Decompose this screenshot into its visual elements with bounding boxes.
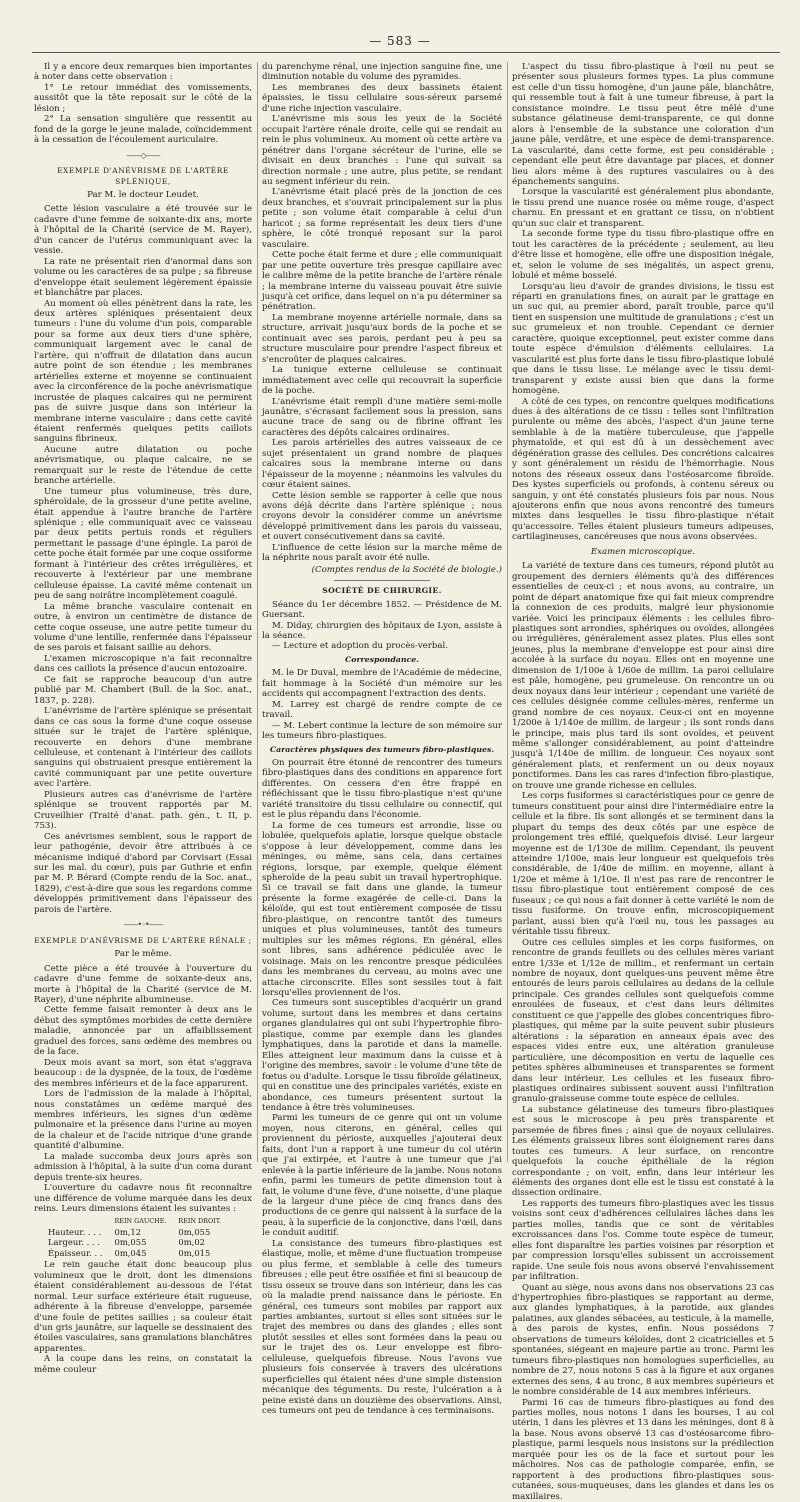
table-cell: Épaisseur. . . bbox=[48, 1247, 103, 1258]
paragraph: L'influence de cette lésion sur la marche même de la néphrite nous paraît avoir été nulle. bbox=[262, 542, 502, 564]
paragraph: Le rein gauche était donc beaucoup plus volumineux que le droit, dont les dimensions étaient considérablement au-dessous de l'état normal. Leur surface extérieure était rugueuse, adhérente à la fibreuse d'enveloppe, parsemée d'une foule de petites saillies ; sa couleur était d'un gris jaunâtre, sur laquelle se dessinaient des étoiles vasculaires, sans granulations blanchâtres apparentes. bbox=[34, 1260, 252, 1354]
byline: Par le même. bbox=[114, 949, 172, 960]
column-right bbox=[512, 62, 774, 1502]
paragraph: L'anévrisme mis sous les yeux de la Société occupait l'artère rénale droite, celle qui se rendait au rein le plus volumineux. Au moment où cette artère va pénétrer dans l'organe sécréteur de l'urine, elle se divisait en deux branches : l'une qui suivait sa direction normale ; une autre, plus petite, se rendant au segment inférieur du rein. bbox=[262, 114, 502, 187]
paragraph: — Lecture et adoption du procès-verbal. bbox=[272, 641, 448, 652]
paragraph: Cette lésion vasculaire a été trouvée sur le cadavre d'une femme de soixante-dix ans, morte à l'hôpital de la Charité (service de M. Rayer), d'un cancer de l'utérus communiquant avec la vessie. bbox=[34, 204, 252, 257]
kidney-dimensions-table bbox=[48, 1216, 233, 1258]
paragraph: L'anévrisme était placé près de la jonction de ces deux branches, et s'ouvrait principalement sur la plus petite ; son volume était comparable à celui d'un haricot ; sa forme représentait les deux tiers d'une sphère, le côté tronqué reposant sur la paroi vasculaire. bbox=[262, 187, 502, 250]
paragraph: Cette femme faisait remonter à deux ans le début des symptômes morbides de cette dernière maladie, annoncée par un affaiblissement graduel des forces, sans œdème des membres ou de la face. bbox=[34, 1005, 252, 1058]
paragraph: 2° La sensation singulière que ressentit au fond de la gorge le jeune malade, coïncidemment à la cessation de l'écoulement auriculaire. bbox=[34, 114, 252, 146]
paragraph: La rate ne présentait rien d'anormal dans son volume ou les caractères de sa pulpe ; sa fibreuse d'enveloppe était seulement légèrement épaissie et blanchâtre par places. bbox=[34, 256, 252, 299]
table-header bbox=[48, 1216, 115, 1226]
paragraph: Aucune autre dilatation ou poche anévrismatique, ou plaque calcaire, ne se remarquait sur le reste de l'étendue de cette branche artérielle. bbox=[34, 444, 252, 487]
paragraph: L'anévrisme de l'artère splénique se présentait dans ce cas sous la forme d'une coque osseuse située sur le trajet de l'artère splénique, recouverte en dehors d'une membrane celluleuse, et contenant à l'intérieur des caillots sanguins qui obstruaient presque entièrement la cavité communiquant par une petite ouverture avec l'artère. bbox=[34, 706, 252, 790]
paragraph: M. Diday, chirurgien des hôpitaux de Lyon, assiste à la séance. bbox=[262, 620, 502, 642]
header-rule bbox=[32, 52, 780, 53]
page-number: — 583 — bbox=[369, 34, 431, 48]
subsection-title: Correspondance. bbox=[345, 654, 419, 664]
paragraph: Au moment où elles pénètrent dans la rate, les deux artères spléniques présentaient deux tumeurs : l'une du volume d'un pois, comparable pour sa forme aux deux tiers d'une sphère, communiquait largement avec le canal de l'artère, qui n'offrait de dilatation dans aucun autre point de son étendue ; les membranes artérielles externe et moyenne se continuaient avec la circonférence de la poche anévrismatique incrustée de plaques calcaires qui ne permirent pas de suivre jusque dans son intérieur la membrane interne vasculaire ; dans cette cavité étaient renfermés quelques petits caillots sanguins fibrineux. bbox=[34, 298, 252, 445]
table-cell: 0m,02 bbox=[178, 1237, 205, 1248]
paragraph: Les parois artérielles des autres vaisseaux de ce sujet présentaient un grand nombre de plaques calcaires sous la membrane interne ou dans l'épaisseur de la moyenne ; néanmoins les valvules du cœur étaient saines. bbox=[262, 438, 502, 491]
paragraph: Lors de l'admission de la malade à l'hôpital, nous constatâmes un œdème marqué des membres inférieurs, les signes d'un œdème pulmonaire et la présence dans l'urine au moyen de la chaleur et de l'acide nitrique d'une grande quantité d'albumine. bbox=[34, 1089, 252, 1152]
table-header: REIN GAUCHE. bbox=[114, 1217, 167, 1226]
table-header-row bbox=[48, 1216, 233, 1226]
paragraph: Cette pièce a été trouvée à l'ouverture du cadavre d'une femme de soixante-deux ans, morte à l'hôpital de la Charité (service de M. Rayer), d'une néphrite albumineuse. bbox=[34, 963, 252, 1005]
seance-line: Séance du 1er décembre 1852. — Présidence de M. Guersant. bbox=[262, 599, 502, 621]
paragraph: A côté de ces types, on rencontre quelques modifications dues à des altérations de ce tissu : telles sont l'infiltration purulente ou même des abcès, l'aspect d'un jaune terne semblable à de la matière tuberculeuse, que j'appelle phymatoïde, et qui est dû à un dessèchement avec dégénération grasse des cellules. Des concrétions calcaires y sont généralement un résidu de l'hémorrhagie. Nous notons des réseaux osseux dans l'ostéosarcome fibroïde. Des kystes superficiels ou profonds, à contenu séreux ou sanguin, y ont été constatés plusieurs fois par nous. Nous ajouterons enfin que nous avons rencontré des tumeurs mixtes dans lesquelles le tissu fibro-plastique n'était qu'accessoire. Telles étaient plusieurs tumeurs adipeuses, cartilagineuses, cancéreuses que nous avons observées. bbox=[512, 396, 774, 543]
section-rule bbox=[334, 580, 430, 581]
paragraph: Les corps fusiformes si caractéristiques pour ce genre de tumeurs constituent pour ainsi dire l'intermédiaire entre la cellule et la fibre. Ils sont allongés et se terminent dans la plupart du temps des deux côtés par une espèce de prolongement très effilé, quelquefois divisé. Leur largeur moyenne est de 1/130e de millim. Cependant, ils peuvent atteindre 1/100e, mais leur longueur est quelquefois très considérable, de 1/40e de millim. en moyenne, allant à 1/20e et même à 1/10e. Il n'est pas rare de rencontrer le tissu fibro-plastique tout entièrement composé de ces fuseaux ; ce qui nous a fait donner à cette variété le nom de tissu fusiforme. On trouve enfin, microscopiquement parlant, aussi bien qu'à l'œil nu, tous les passages au véritable tissu fibreux. bbox=[512, 791, 774, 938]
table-cell: 0m,015 bbox=[178, 1247, 211, 1258]
paragraph: Ces anévrismes semblent, sous le rapport de leur pathogénie, devoir être attribués à ce mécanisme indiqué d'abord par Corvisart (Essai sur les mal. du cœur), puis par Guthrie et enfin par M. P. Bérard (Compte rendu de la Soc. anat., 1829), c'est-à-dire que sous les regardons comme développés primitivement dans l'épaisseur des parois de l'artère. bbox=[34, 831, 252, 915]
paragraph: 1° Le retour immédiat des vomissements, aussitôt que la tête reposait sur le côté de la lésion ; bbox=[34, 82, 252, 114]
paragraph: L'examen microscopique n'a fait reconnaître dans ces caillots la présence d'aucun entozoaire. bbox=[34, 653, 252, 675]
column-divider bbox=[257, 62, 258, 1162]
column-middle bbox=[262, 62, 502, 1417]
paragraph: Les rapports des tumeurs fibro-plastiques avec les tissus voisins sont ceux d'adhérences cellulaires lâches dans les parties molles, tandis que ce sont de véritables excroissances dans l'os. Comme toute espèce de tumeur, elles font disparaître les parties voisines par résorption et par compression lorsqu'elles subissent un accroissement rapide. Une seule fois nous avons observé l'envahissement par infiltration. bbox=[512, 1198, 774, 1283]
paragraph: A la coupe dans les reins, on constatait la même couleur bbox=[34, 1354, 252, 1375]
paragraph: La consistance des tumeurs fibro-plastiques est élastique, molle, et même d'une fluctuation trompeuse ou plus ferme, et semblable à celle des tumeurs fibreuses ; elle peut être ossifiée et fini si beaucoup de tissu osseux se trouve dans son intérieur, dans les cas où la maladie prend naissance dans le périoste. En général, ces tumeurs sont mobiles par rapport aux parties ambiantes, surtout si elles sont situées sur le trajet des membres ou dans des glandes ; elles sont plutôt sessiles et elles sont formées dans la peau ou sur le trajet des os. Leur enveloppe est fibro-celluleuse, quelquefois fibreuse. Nous l'avons vue plusieurs fois conservée à travers des ulcérations superficielles qui étaient nées d'une simple distension mécanique des téguments. Du reste, l'ulcération a à peine existé dans un douzième des observations. Ainsi, ces tumeurs ont peu de tendance à ces terminaisons. bbox=[262, 1238, 502, 1417]
paragraph: La malade succomba deux jours après son admission à l'hôpital, à la suite d'un coma durant depuis trente-six heures. bbox=[34, 1151, 252, 1183]
paragraph: La forme de ces tumeurs est arrondie, lisse ou lobulée, quelquefois aplatie, lorsque quelque obstacle s'oppose à leur développement, comme dans les méninges, ou même, sans cela, dans certaines régions, lorsque, par exemple, quelque élément spheroïde de la peau subit un travail hypertrophique. Si ce travail se fait dans une glande, la tumeur présente la forme exagérée de celle-ci. Dans la kéloïde, qui est tout entièrement composée de tissu fibro-plastique, on rencontre tantôt des tumeurs uniques et plus volumineuses, tantôt des tumeurs multiples sur les mêmes régions. En général, elles sont libres, sans adhérence pédiculée avec le voisinage. Mais on les rencontre presque pédiculées dans les membranes du cerveau, au moins avec une attache circonscrite. Elles sont sessiles tout à fait lorsqu'elles proviennent de l'os. bbox=[262, 820, 502, 998]
section-title: EXEMPLE D'ANÉVRISME DE L'ARTÈRE SPLÉNIQUE, bbox=[57, 166, 229, 186]
paragraph: Ce fait se rapproche beaucoup d'un autre publié par M. Chambert (Bull. de la Soc. anat., 1837, p. 228). bbox=[34, 674, 252, 706]
paragraph: L'aspect du tissu fibro-plastique à l'œil nu peut se présenter sous plusieurs formes types. La plus commune est celle d'un tissu homogène, d'un jaune pâle, blanchâtre, qui ressemble tout à fait à une tumeur fibreuse, à part la consistance moindre. Le tissu peut être mêlé d'une substance gélatineuse demi-transparente, ce qui donne alors à l'ensemble de la substance une coloration d'un jaune pâle, verdâtre, et une espèce de demi-transparence. La vascularité, dans cette forme, est peu considérable ; cependant elle peut être davantage par places, et donner lieu alors même à des ruptures vasculaires ou à des épanchements sanguins. bbox=[512, 62, 774, 187]
paragraph: Les membranes des deux bassinets étaient épaissies, le tissu cellulaire sous-séreux parsemé d'une riche injection vasculaire. bbox=[262, 82, 502, 114]
table-cell: Largeur. . . . bbox=[48, 1237, 100, 1248]
table-header: REIN DROIT. bbox=[178, 1217, 222, 1226]
paragraph: Outre ces cellules simples et les corps fusiformes, on rencontre de grands feuillets ou des cellules mères variant entre 1/33e et 1/12e de millim., et renfermant un certain nombre de noyaux, dont quelques-uns peuvent même être entourés de leurs parois cellulaires au dedans de la cellule principale. Ces grandes cellules sont quelquefois comme enroulées de fuseaux, et c'est dans leurs délimites constituent ce que j'appelle des globes concentriques fibro-plastiques, qui même par la suite peuvent subir plusieurs altérations : la séparation en anneaux épais avec des espaces vides entre eux, une altération granuleuse particulière, une décomposition en vertu de laquelle ces petites sphères albumineuses et transparentes se forment dans leur intérieur. Les cellules et les fuseaux fibro-plastiques ordinaires subissent souvent aussi l'infiltration granulo-graisseuse comme toute espèce de cellules. bbox=[512, 937, 774, 1105]
section-title: EXEMPLE D'ANÉVRISME DE L'ARTÈRE RÉNALE ; bbox=[34, 935, 252, 945]
column-left bbox=[34, 62, 252, 1375]
paragraph: M. le Dr Duval, membre de l'Académie de médecine, fait hommage à la Société d'un mémoire sur les accidents qui accompagnent l'extraction des dents. bbox=[262, 668, 502, 700]
ornament-divider: ——◇—— bbox=[126, 150, 160, 160]
paragraph: L'ouverture du cadavre nous fit reconnaître une différence de volume marquée dans les deux reins. Leurs dimensions étaient les suivantes : bbox=[34, 1183, 252, 1215]
table-cell: 0m,12 bbox=[114, 1226, 142, 1237]
paragraph: L'anévrisme était rempli d'une matière semi-molle jaunâtre, s'écrasant facilement sous la pression, sans aucune trace de sang ou de fibrine offrant les caractères des dépôts calcaires ordinaires. bbox=[262, 396, 502, 438]
paragraph: On pourrait être étonné de rencontrer des tumeurs fibro-plastiques dans des conditions en apparence fort différentes. On cessera d'en être frappé en réfléchissant que le tissu fibro-plastique n'est qu'une variété transitoire du tissu cellulaire ou connectif, qui est le plus répandu dans l'économie. bbox=[262, 758, 502, 821]
paragraph: Une tumeur plus volumineuse, très dure, sphéroïdale, de la grosseur d'une petite aveline, était appendue à l'autre branche de l'artère splénique ; elle communiquait avec ce vaisseau par deux petits pertuis ronds et réguliers permettant le passage d'une épingle. La paroi de cette poche était formée par une coque ossiforme formant à l'intérieur des crêtes irrégulières, et recouverte à l'extérieur par une membrane celluleuse épaisse. La cavité même contenait un peu de sang noirâtre incomplètement coagulé. bbox=[34, 486, 252, 602]
table-cell: 0m,055 bbox=[114, 1237, 147, 1248]
paragraph: La membrane moyenne artérielle normale, dans sa structure, arrivait jusqu'aux bords de la poche et se continuait avec ses parois, perdant peu à peu sa structure musculaire pour prendre l'aspect fibreux et s'encroûter de plaques calcaires. bbox=[262, 312, 502, 365]
paragraph: Cette lésion semble se rapporter à celle que nous avons déjà décrite dans l'artère splénique ; nous croyons devoir la considérer comme un anévrisme développé primitivement dans les parois du vaisseau, et ouvert consécutivement dans sa cavité. bbox=[262, 490, 502, 543]
subsection-title: Caractères physiques des tumeurs fibro-plastiques. bbox=[269, 744, 495, 754]
source-citation: (Comptes rendus de la Société de biologie.) bbox=[311, 564, 502, 575]
paragraph: La variété de texture dans ces tumeurs, répond plutôt au groupement des derniers éléments qu'à des différences essentielles de ceux-ci ; et nous avons, au contraire, un point de départ anatomique fixe qui fait mieux comprendre la connexion de ces produits, malgré leur physionomie variée. Voici les principaux éléments : les cellules fibro-plastiques sont arrondies, sphériques ou ovoïdes, allongées ou irrégulières, généralement assez plates. Plus elles sont jeunes, plus la membrane d'enveloppe est pour ainsi dire accolée à la surface du noyau. Elles ont en moyenne une dimension de 1/100e à 1/60e de millim. La paroi cellulaire est pâle, homogène, peu grumeleuse. On rencontre un ou deux noyaux dans leur intérieur ; cependant une variété de ces cellules désignée comme cellules-mères, renferme un grand nombre de ces noyaux. Ceux-ci ont en moyenne 1/200e à 1/140e de millim. de largeur ; ils sont ronds dans le principe, mais plus tard ils sont ovoïdes, et peuvent même s'allonger considérablement, au point d'atteindre jusqu'à 1/140e de millim. de longueur. Ces noyaux sont généralement plats, et renferment un ou deux noyaux ponctiformes. Dans les cas rares d'infection fibro-plastique, on trouve une grande richesse en cellules. bbox=[512, 561, 774, 791]
subsection-title: Examen microscopique. bbox=[590, 546, 696, 557]
paragraph: La tunique externe celluleuse se continuait immédiatement avec celle qui recouvrait la superficie de la poche. bbox=[262, 365, 502, 397]
paragraph: Plusieurs autres cas d'anévrisme de l'artère splénique se trouvent rapportés par M. Cruveilhier (Traité d'anat. path. gén., t. II, p. 753). bbox=[34, 789, 252, 832]
table-row bbox=[48, 1227, 233, 1237]
paragraph: Lorsque la vascularité est généralement plus abondante, le tissu prend une nuance rosée ou même rouge, d'aspect charnu. En pressant et en grattant ce tissu, on n'obtient qu'un suc clair et transparent. bbox=[512, 187, 774, 229]
table-row bbox=[48, 1237, 233, 1247]
table-cell: 0m,045 bbox=[114, 1247, 147, 1258]
society-title: SOCIÉTÉ DE CHIRURGIE. bbox=[322, 586, 442, 596]
table-cell: 0m,055 bbox=[178, 1226, 211, 1237]
byline: Par M. le docteur Leudet. bbox=[87, 189, 199, 200]
paragraph: Cette poche était ferme et dure ; elle communiquait par une petite ouverture très presque capillaire avec le calibre même de la petite branche de l'artère rénale ; la membrane interne du vaisseau pouvait être suivie jusqu'à cet orifice, dans lequel on n'a pu déterminer sa pénétration. bbox=[262, 250, 502, 313]
ornament-divider: ——•◦•—— bbox=[123, 920, 163, 930]
column-divider bbox=[507, 62, 508, 1162]
paragraph: Il y a encore deux remarques bien importantes à noter dans cette observation : bbox=[34, 62, 252, 83]
paragraph: Lorsqu'au lieu d'avoir de grandes divisions, le tissu est réparti en granulations fines, on aurait par le grattage en un suc qui, au premier abord, paraît trouble, parce qu'il tient en suspension une multitude de granulations ; c'est un suc grumeleux et non trouble. Cependant ce dernier caractère, quoique exceptionnel, peut exister comme dans toute espèce d'émulsion d'éléments cellulaires. La vascularité est plus forte dans le tissu fibro-plastique lobulé que dans le tissu lisse. Le mélange avec le tissu demi-transparent y existe aussi bien que dans la forme homogène. bbox=[512, 281, 774, 397]
paragraph: Parmi 16 cas de tumeurs fibro-plastiques au fond des parties molles, nous notons 1 dans les bourses, 1 au col utérin, 1 dans les plèvres et 13 dans les méninges, dont 8 à la base. Nous avons observé 13 cas d'ostéosarcome fibro-plastique, parmi lesquels nous insistons sur la prédilection marquée pour les os de la face et surtout pour les mâchoires. Nos cas de pathologie comparée, enfin, se rapportent à des productions fibro-plastiques sous-cutanées, sous-muqueuses, dans les glandes et dans les os maxillaires. bbox=[512, 1397, 774, 1502]
paragraph: Ces tumeurs sont susceptibles d'acquérir un grand volume, surtout dans les membres et dans certains organes glandulaires qui ont subi l'hypertrophie fibro-plastique, comme par exemple dans les glandes lymphatiques, dans la parotide et dans la mamelle. Elles atteignent leur maximum dans la cuisse et à l'origine des membres, savoir : le volume d'une tête de fœtus ou d'adulte. Lorsque le tissu fibroïde gélatineux, qui en constitue une des principales variétés, existe en abondance, ces tumeurs présentent surtout la tendance à être très volumineuses. bbox=[262, 998, 502, 1113]
paragraph: La même branche vasculaire contenait en outre, à environ un centimètre de distance de cette coque osseuse, une autre petite tumeur du volume d'une lentille, renfermée dans l'épaisseur de ses parois et faisant saillie au dehors. bbox=[34, 601, 252, 654]
paragraph: La seconde forme type du tissu fibro-plastique offre en tout les caractères de la précédente ; seulement, au lieu d'être lisse et homogène, elle offre une disposition inégale, et, selon le volume de ses inégalités, un aspect grenu, lobulé et même bosselé. bbox=[512, 229, 774, 282]
paragraph: La substance gélatineuse des tumeurs fibro-plastiques est sous le microscope à peu près transparente et parsemée de fibres fines ; ainsi que de noyaux cellulaires. Les éléments graisseux libres sont éloignement rares dans toutes ces tumeurs. A leur surface, on rencontre quelquefois la couche épithéliale de la région correspondante ; on voit, enfin, dans leur intérieur les éléments des organes dont elle est le tissu est constaté à la dissection ordinaire. bbox=[512, 1104, 774, 1199]
table-cell: Hauteur. . . . bbox=[48, 1226, 102, 1237]
paragraph: M. Larrey est chargé de rendre compte de ce travail. bbox=[262, 699, 502, 721]
paragraph: Deux mois avant sa mort, son état s'aggrava beaucoup : de la dyspnée, de la toux, de l'œdème des membres inférieurs et de la face apparurent. bbox=[34, 1057, 252, 1089]
paragraph: du parenchyme rénal, une injection sanguine fine, une diminution notable du volume des pyramides. bbox=[262, 62, 502, 83]
table-row bbox=[48, 1248, 233, 1258]
paragraph: Quant au siège, nous avons dans nos observations 23 cas d'hypertrophies fibro-plastiques se rapportant au derme, aux glandes lymphatiques, à la parotide, aux glandes palatines, aux glandes sébacées, au testicule, à la mamelle, à des parois de kystes, enfin. Nous possédons 7 observations de tumeurs kéloïdes, dont 2 cicatricielles et 5 spontanées, siégeant en majeure partie au tronc. Parmi les tumeurs fibro-plastiques non homologues superficielles, au nombre de 27, nous notons 5 cas à la figure et aux organes externes des sens, 4 au tronc, 8 aux membres supérieurs et le nombre considérable de 14 aux membres inférieurs. bbox=[512, 1282, 774, 1398]
paragraph: Parmi les tumeurs de ce genre qui ont un volume moyen, nous citerons, en général, celles qui proviennent du périoste, auxquelles j'ajouterai deux faits, dont l'un a rapport à une tumeur du col utérin que j'ai extirpée, et l'autre à une tumeur que j'ai enlevée à la partie inférieure de la jambe. Nous notons enfin, parmi les tumeurs de petite dimension tout à fait, le volume d'une fève, d'une noisette, d'une plaque de la largeur d'une pièce de cinq francs dans des productions de ce genre qui naissent à la surface de la peau, à la superficie de la conjonctive, dans l'œil, dans le conduit auditif. bbox=[262, 1113, 502, 1239]
paragraph: — M. Lebert continue la lecture de son mémoire sur les tumeurs fibro-plastiques. bbox=[262, 720, 502, 742]
